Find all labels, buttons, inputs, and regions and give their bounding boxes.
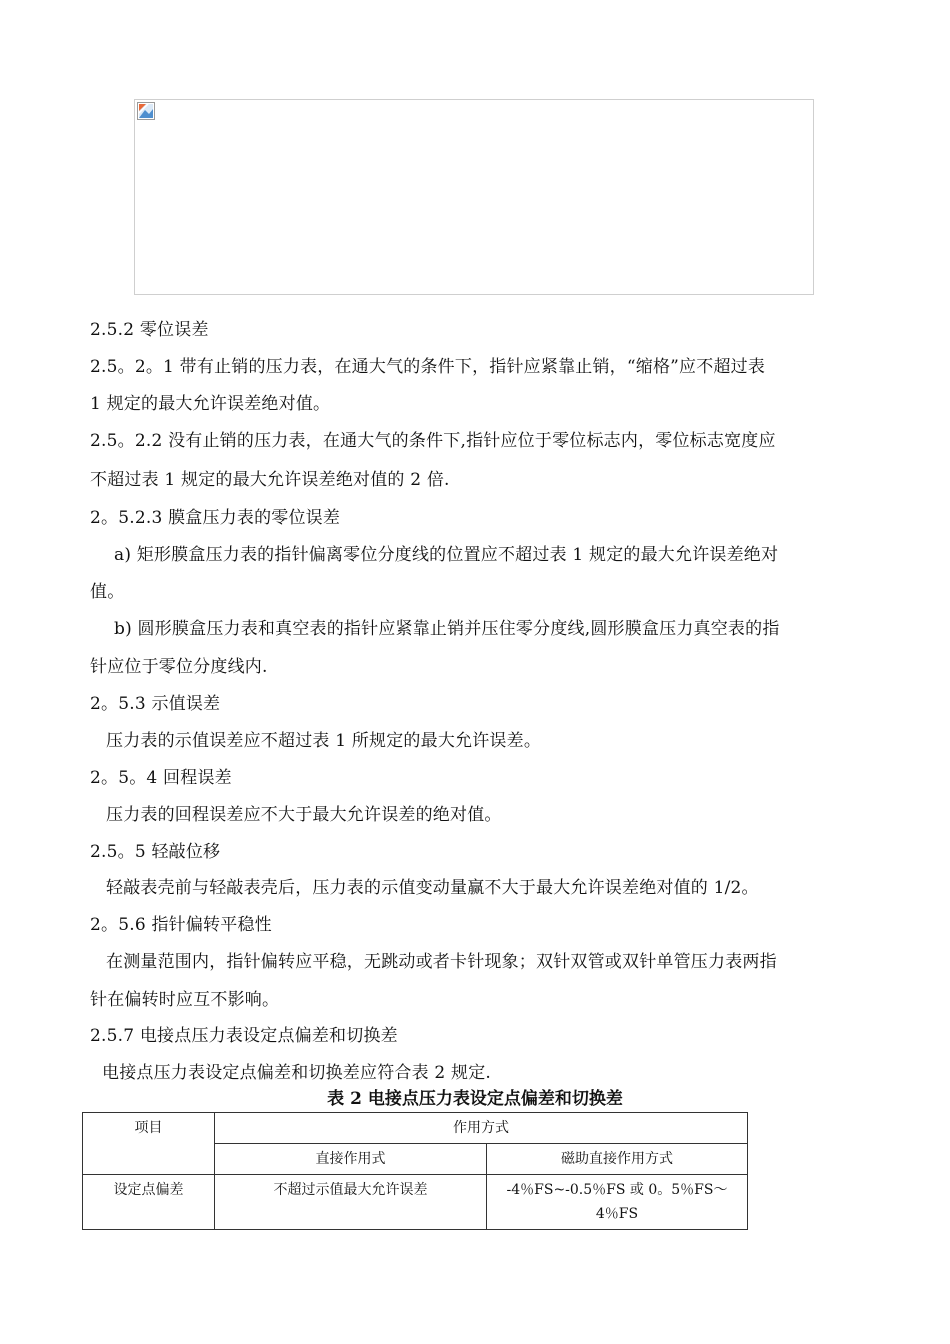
paragraph-line: b) 圆形膜盒压力表和真空表的指针应紧靠止销并压住零分度线,圆形膜盒压力真空表的指 (114, 619, 780, 639)
table-cell-magnetic (487, 1175, 748, 1230)
broken-image-icon (137, 102, 155, 120)
table-header-mode: 作用方式 (215, 1113, 748, 1144)
table-caption: 表 2 电接点压力表设定点偏差和切换差 (327, 1089, 623, 1109)
paragraph-line: 2.5。2.2 没有止销的压力表，在通大气的条件下,指针应位于零位标志内，零位标志宽度应 (90, 431, 776, 451)
table-header-row (83, 1113, 748, 1144)
table-subheader-magnetic: 磁助直接作用方式 (487, 1144, 748, 1175)
table-subheader-direct: 直接作用式 (215, 1144, 487, 1175)
table-header-item: 项目 (83, 1113, 215, 1175)
paragraph-line: 压力表的回程误差应不大于最大允许误差的绝对值。 (106, 805, 502, 825)
table-cell-magnetic-line2: 4％FS (595, 1206, 639, 1222)
heading-2-5-2-3: 2。5.2.3 膜盒压力表的零位误差 (90, 508, 341, 528)
paragraph-line: 针应位于零位分度线内. (90, 657, 268, 677)
paragraph-line: 压力表的示值误差应不超过表 1 所规定的最大允许误差。 (106, 731, 542, 751)
heading-2-5-2: 2.5.2 零位误差 (90, 320, 209, 340)
heading-2-5-6: 2。5.6 指针偏转平稳性 (90, 915, 272, 935)
paragraph-line: 值。 (90, 582, 125, 602)
paragraph-line: 轻敲表壳前与轻敲表壳后，压力表的示值变动量赢不大于最大允许误差绝对值的 1/2。 (106, 878, 759, 898)
embedded-image-placeholder (134, 99, 814, 295)
heading-2-5-7: 2.5.7 电接点压力表设定点偏差和切换差 (90, 1026, 398, 1046)
paragraph-line: 不超过表 1 规定的最大允许误差绝对值的 2 倍. (90, 470, 450, 490)
paragraph-line: 2.5。2。1 带有止销的压力表，在通大气的条件下，指针应紧靠止销，“缩格”应不超过表 (90, 357, 766, 377)
heading-2-5-5: 2.5。5 轻敲位移 (90, 842, 221, 862)
spec-table (82, 1112, 748, 1230)
heading-2-5-3: 2。5.3 示值误差 (90, 694, 221, 714)
paragraph-line: 电接点压力表设定点偏差和切换差应符合表 2 规定. (102, 1063, 492, 1083)
paragraph-line: 针在偏转时应互不影响。 (90, 990, 280, 1010)
table-cell-magnetic-line1: -4％FS~-0.5％FS 或 0。5％FS～ (506, 1182, 728, 1198)
paragraph-line: 1 规定的最大允许误差绝对值。 (90, 394, 331, 414)
heading-2-5-4: 2。5。4 回程误差 (90, 768, 232, 788)
paragraph-line: 在测量范围内，指针偏转应平稳，无跳动或者卡针现象；双针双管或双针单管压力表两指 (106, 952, 777, 972)
table-cell-label: 设定点偏差 (83, 1175, 215, 1230)
table-cell-direct: 不超过示值最大允许误差 (215, 1175, 487, 1230)
table-row (83, 1175, 748, 1230)
paragraph-line: a) 矩形膜盒压力表的指针偏离零位分度线的位置应不超过表 1 规定的最大允许误差绝对 (114, 545, 779, 565)
